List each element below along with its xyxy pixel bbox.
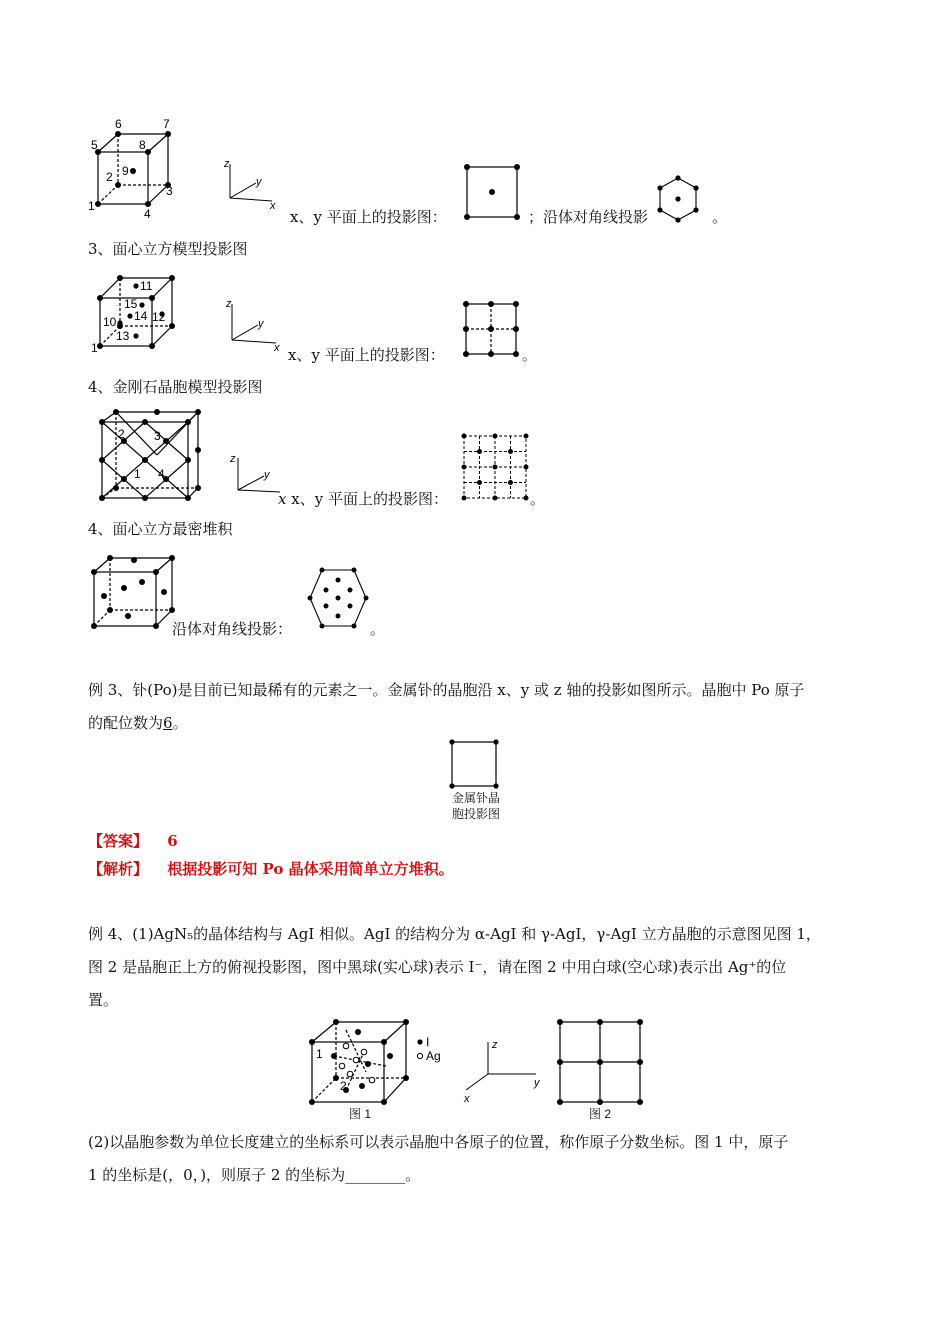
bcc-label-3: 3	[166, 184, 173, 198]
svg-text:11: 11	[140, 279, 153, 293]
svg-text:14: 14	[134, 309, 148, 323]
example4-part2	[88, 1126, 868, 1192]
example3-line1: 例 3、钋(Po)是目前已知最稀有的元素之一。金属钋的晶胞沿 x、y 或 z 轴的投影如图所示。晶胞中 Po 原子	[88, 681, 805, 699]
svg-text:2: 2	[118, 427, 125, 441]
bcc-xy-text: x、y 平面上的投影图：	[290, 208, 447, 226]
ccp-end: 。	[370, 620, 386, 638]
svg-text:13: 13	[116, 329, 130, 343]
fig2-caption: 图 2	[588, 1107, 611, 1121]
analysis-label: 【解析】	[88, 860, 149, 878]
svg-text:z: z	[230, 453, 236, 465]
diamond-xy-text: x x、y 平面上的投影图：	[278, 490, 448, 508]
legend-ag: Ag	[426, 1049, 441, 1063]
bcc-label-5: 5	[91, 138, 98, 152]
ccp-diag-text: 沿体对角线投影：	[172, 620, 293, 638]
svg-text:3: 3	[154, 429, 161, 443]
example4-line2: 图 2 是晶胞正上方的俯视投影图，图中黑球(实心球)表示 I⁻，请在图 2 中用白球(空心球)表示出 Ag⁺的位	[88, 958, 787, 976]
example4-part2-line1: (2)以晶胞参数为单位长度建立的坐标系可以表示晶胞中各原子的位置，称作原子分数坐标。图 1 中，原子	[88, 1133, 789, 1151]
bcc-label-4: 4	[144, 207, 151, 221]
svg-text:4: 4	[158, 467, 165, 481]
ccp-cube-figure	[88, 552, 178, 632]
svg-text:1: 1	[134, 467, 141, 481]
svg-text:z: z	[492, 1039, 498, 1051]
answer-line	[88, 834, 178, 849]
bcc-end: 。	[712, 208, 728, 226]
bcc-label-6: 6	[115, 117, 122, 131]
svg-text:y: y	[256, 176, 262, 188]
svg-text:x: x	[274, 342, 280, 354]
fcc-xy-projection	[462, 300, 522, 360]
fcc-heading: 3、面心立方模型投影图	[88, 240, 248, 258]
example4-part2-line2: 1 的坐标是(，0，)，则原子 2 的坐标为________。	[88, 1166, 421, 1184]
svg-text:15: 15	[124, 297, 138, 311]
svg-text:y: y	[534, 1077, 540, 1089]
axes-figure-2	[222, 298, 282, 353]
bcc-diag-projection	[656, 175, 700, 223]
example4-paragraph	[88, 918, 868, 1017]
bcc-cube-figure	[86, 115, 186, 225]
answer-value: 6	[167, 832, 178, 850]
example4-line1: 例 4、(1)AgN₅的晶体结构与 AgI 相似。AgI 的结构分为 α-AgI 和 γ-AgI，γ-AgI 立方晶胞的示意图见图 1，	[88, 925, 821, 943]
bcc-label-2: 2	[106, 170, 113, 184]
bcc-label-1: 1	[88, 199, 95, 213]
bcc-label-7: 7	[163, 117, 170, 131]
fig1-label-2: 2	[340, 1079, 347, 1093]
po-projection-figure	[448, 738, 502, 790]
fcc-xy-text: x、y 平面上的投影图：	[288, 346, 445, 364]
diamond-heading: 4、金刚石晶胞模型投影图	[88, 378, 263, 396]
bcc-label-9: 9	[122, 164, 129, 178]
po-figure-caption: 金属钋晶 胞投影图	[451, 791, 500, 821]
fcc-cube-figure	[86, 268, 186, 358]
analysis-text: 根据投影可知 Po 晶体采用简单立方堆积。	[167, 860, 454, 878]
example3-paragraph	[88, 674, 868, 740]
legend-i: I	[426, 1035, 430, 1049]
analysis-line	[88, 862, 454, 877]
fig1-label-1: 1	[316, 1047, 323, 1061]
svg-text:x: x	[464, 1093, 470, 1105]
svg-text:12: 12	[152, 310, 166, 324]
ccp-heading: 4、面心立方最密堆积	[88, 520, 233, 538]
example4-line3: 置。	[88, 991, 119, 1009]
fcc-end: 。	[522, 346, 538, 364]
svg-text:x: x	[270, 200, 276, 212]
bcc-xy-projection	[462, 162, 522, 222]
diamond-xy-projection	[460, 432, 532, 504]
svg-text:y: y	[264, 469, 270, 481]
agi-topview-figure-2	[556, 1018, 644, 1106]
fig1-caption: 图 1	[348, 1107, 371, 1121]
axes-figure-4	[458, 1036, 548, 1106]
diamond-cube-figure	[94, 408, 204, 504]
axes-figure-1	[220, 158, 280, 213]
diamond-end: 。	[530, 490, 546, 508]
svg-text:1: 1	[91, 341, 98, 355]
svg-text:z: z	[224, 158, 230, 170]
svg-text:10: 10	[103, 315, 117, 329]
svg-text:y: y	[258, 318, 264, 330]
agi-cell-figure-1	[306, 1016, 456, 1106]
ccp-diag-projection	[306, 566, 370, 630]
bcc-label-8: 8	[139, 138, 146, 152]
example3-line2: 的配位数为6。	[88, 714, 188, 732]
svg-text:z: z	[226, 298, 232, 310]
bcc-diag-text: ；沿体对角线投影	[528, 208, 649, 226]
answer-label: 【答案】	[88, 832, 149, 850]
example3-answer: 6	[163, 714, 173, 732]
